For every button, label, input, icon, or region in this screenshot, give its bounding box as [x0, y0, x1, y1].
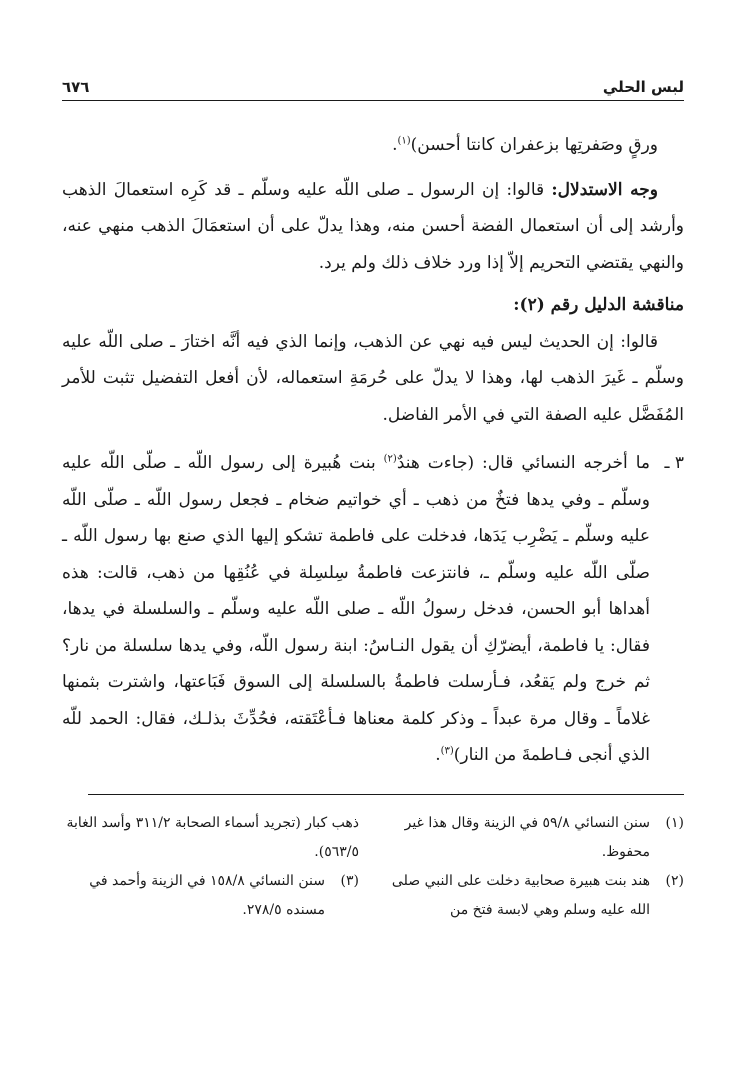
footnote-text: هند بنت هبيرة صحابية دخلت على النبي صلى الله عليه وسلم وهي لابسة فتخ من — [391, 872, 650, 918]
item-number: ٣ ـ — [664, 453, 684, 473]
paragraph-text: ورقٍ وصَفرتِها بزعفران كانتا أحسن) — [410, 135, 658, 155]
footnote-2 — [387, 867, 684, 925]
item-text — [62, 445, 650, 774]
footnote-2-continued — [62, 809, 359, 867]
footnote-3 — [62, 867, 359, 925]
footnote-ref: (١) — [397, 135, 411, 147]
paragraph-end: . — [392, 135, 398, 155]
paragraph-hadith-end — [62, 127, 684, 164]
footnote-number: (٢) — [665, 872, 684, 889]
footnote-number: (١) — [665, 814, 684, 831]
running-title: لبس الحلي — [602, 78, 684, 96]
footnote-ref: (٣) — [440, 745, 454, 757]
section-heading: مناقشة الدليل رقم (٢): — [513, 295, 684, 315]
book-page — [62, 78, 684, 925]
footnote-text: ذهب كبار (تجريد أسماء الصحابة ٣١١/٢ وأسد الغابة ٥٦٣/٥). — [66, 814, 359, 860]
item-text-part: ما أخرجه النسائي قال: (جاءت هندٌ — [396, 453, 650, 473]
footnotes — [62, 809, 684, 925]
main-text — [62, 127, 684, 774]
inference-label: وجه الاستدلال: — [551, 179, 658, 200]
page-number: ٦٧٦ — [62, 78, 90, 96]
running-header — [62, 78, 684, 101]
footnote-column-right — [387, 809, 684, 925]
footnote-ref: (٢) — [383, 453, 397, 465]
inference-text: قالوا: إن الرسول ـ صلى اللّه عليه وسلّم ـ قد كَرِه استعمالَ الذهب وأرشد إلى أن استعمال الفضة أحسن منه، وهذا يدلّ على أن استعمَالَ الذهب منهي عنه، والنهي يقتضي التحريم إلاّ إذا ورد خلاف ذلك ولم يرد. — [62, 179, 684, 273]
footnote-text: سنن النسائي ١٥٨/٨ في الزينة وأحمد في مسنده ٢٧٨/٥. — [89, 872, 325, 918]
footnote-column-left — [62, 809, 359, 925]
item-text-part: بنت هُبيرة إلى رسول اللّه ـ صلّى اللّه عليه وسلّم ـ وفي يدها فتخٌ من ذهب ـ أي خواتيم ضخام ـ فجعل رسول اللّه ـ صلّى اللّه عليه وسلّم ـ يَضْرِب يَدَها، فدخلت على فاطمة تشكو إليها الذي صنع بها رسول اللّه ـ صلّى اللّه عليه وسلّم ـ، فانتزعت فاطمةُ سِلسِلة في عُنُقِها من ذهب، قالت: هذه أهداها أبو الحسن، فدخل رسولُ اللّه ـ صلى اللّه عليه وسلّم ـ والسلسلة في يدها، فقال: يا فاطمة، أيضرّكِ أن يقول النـاسُ: ابنة رسول اللّه، وفي يدها سلسلة من نار؟ ثم خرج ولم يَقعُد، فـأرسلت فاطمةُ بالسلسلة إلى السوق فَبَاعتها، واشترت بثمنها غلاماً ـ وقال مرة عبداً ـ وذكر كلمة معناها فـأعْتَقته، فحُدِّثَ بذلـك، فقال: الحمد للّه الذي أنجى فـاطمةَ من النار) — [62, 453, 650, 765]
item-text-end: . — [435, 745, 441, 765]
paragraph-discussion: قالوا: إن الحديث ليس فيه نهي عن الذهب، وإنما الذي فيه أنَّه اختارَ ـ صلى اللّه عليه وسلّم ـ غَيرَ الذهب لها، وهذا لا يدلّ على حُرمَةِ استعماله، لأن أفعل التفضيل تثبت للأمر المُفَضَّل عليه الصفة التي في الأمر الفاضل. — [62, 331, 684, 425]
footnote-text: سنن النسائي ٥٩/٨ في الزينة وقال هذا غير محفوظ. — [404, 814, 650, 860]
paragraph-inference — [62, 172, 684, 282]
numbered-item-3 — [62, 445, 684, 774]
footnote-1 — [387, 809, 684, 867]
footnote-number: (٣) — [340, 872, 359, 889]
footnote-separator — [88, 794, 684, 795]
